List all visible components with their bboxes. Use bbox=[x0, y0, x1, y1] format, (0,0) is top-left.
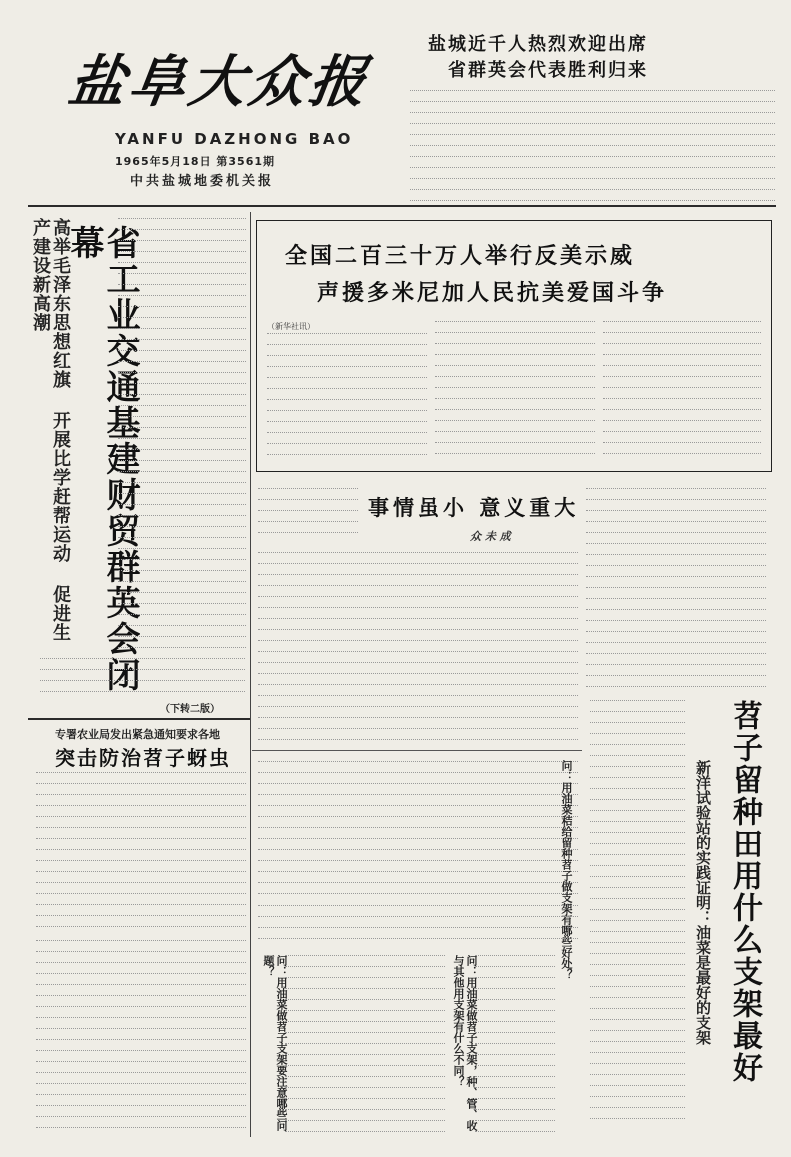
qa-question-3: 问：用油菜做苕子支架要注意哪些问题？ bbox=[262, 955, 288, 1131]
qa-question-1: 问：用油菜秸给留种苕子做支架有哪些好处？ bbox=[560, 760, 573, 980]
top-story-headline-line1: 盐城近千人热烈欢迎出席 bbox=[428, 34, 648, 55]
feature-headline-line2: 声援多米尼加人民抗美爱国斗争 bbox=[317, 280, 668, 306]
essay-body-right bbox=[586, 488, 766, 693]
right-feature-body bbox=[590, 700, 685, 1125]
top-story-headline-line2: 省群英会代表胜利归来 bbox=[448, 60, 648, 81]
right-feature-subhead: 新洋试验站的实践证明：油菜是最好的支架 bbox=[694, 760, 712, 1045]
main-story-tail bbox=[40, 658, 245, 698]
header-rule bbox=[28, 205, 776, 207]
masthead-pinyin: YANFU DAZHONG BAO bbox=[115, 130, 354, 148]
essay-epigraph bbox=[258, 488, 358, 548]
top-story-body bbox=[410, 90, 775, 205]
right-feature-headline: 苕子留种田用什么支架最好 bbox=[727, 700, 762, 1084]
essay-body-main bbox=[258, 552, 578, 897]
bottom-left-body bbox=[36, 940, 246, 1135]
feature-dateline: （新华社讯） bbox=[267, 322, 315, 331]
feature-headline-line1: 全国二百三十万人举行反美示威 bbox=[285, 243, 636, 269]
feature-body-col2 bbox=[435, 321, 595, 458]
qa-body-upper bbox=[258, 905, 578, 947]
qa-body-lower-left bbox=[285, 955, 445, 1140]
pest-notice-headline: 突击防治苕子蚜虫 bbox=[55, 746, 231, 770]
essay-lower-rule bbox=[252, 750, 582, 751]
feature-body-col1 bbox=[267, 333, 427, 458]
essay-author: 众 未 成 bbox=[470, 530, 511, 543]
pest-notice-body bbox=[36, 772, 246, 932]
pest-notice-kicker: 专署农业局发出紧急通知要求各地 bbox=[55, 728, 220, 741]
main-story-body bbox=[118, 218, 246, 650]
main-headline-vertical: 省工业交通基建财贸群英会闭幕 bbox=[64, 225, 140, 693]
qa-body-lower-right bbox=[475, 955, 555, 1140]
continued-note: （下转二版） bbox=[160, 704, 220, 715]
masthead-date-issue: 1965年5月18日 第3561期 bbox=[115, 155, 276, 168]
masthead-publisher: 中共盐城地委机关报 bbox=[130, 174, 275, 189]
newspaper-masthead-title: 盐阜大众报 bbox=[64, 49, 375, 115]
qa-question-2: 问：用油菜做苕子支架，种、管、收与其他用支架有什么不同？ bbox=[452, 955, 478, 1131]
feature-body-col3 bbox=[603, 321, 761, 458]
left-slogan-vertical: 高举毛泽东思想红旗 开展比学赶帮运动 促进生产建设新高潮 bbox=[30, 218, 71, 642]
essay-headline: 事情虽小 意义重大 bbox=[368, 495, 580, 520]
left-divider bbox=[28, 718, 250, 720]
feature-box bbox=[256, 220, 772, 472]
column-rule-1 bbox=[250, 212, 251, 1137]
